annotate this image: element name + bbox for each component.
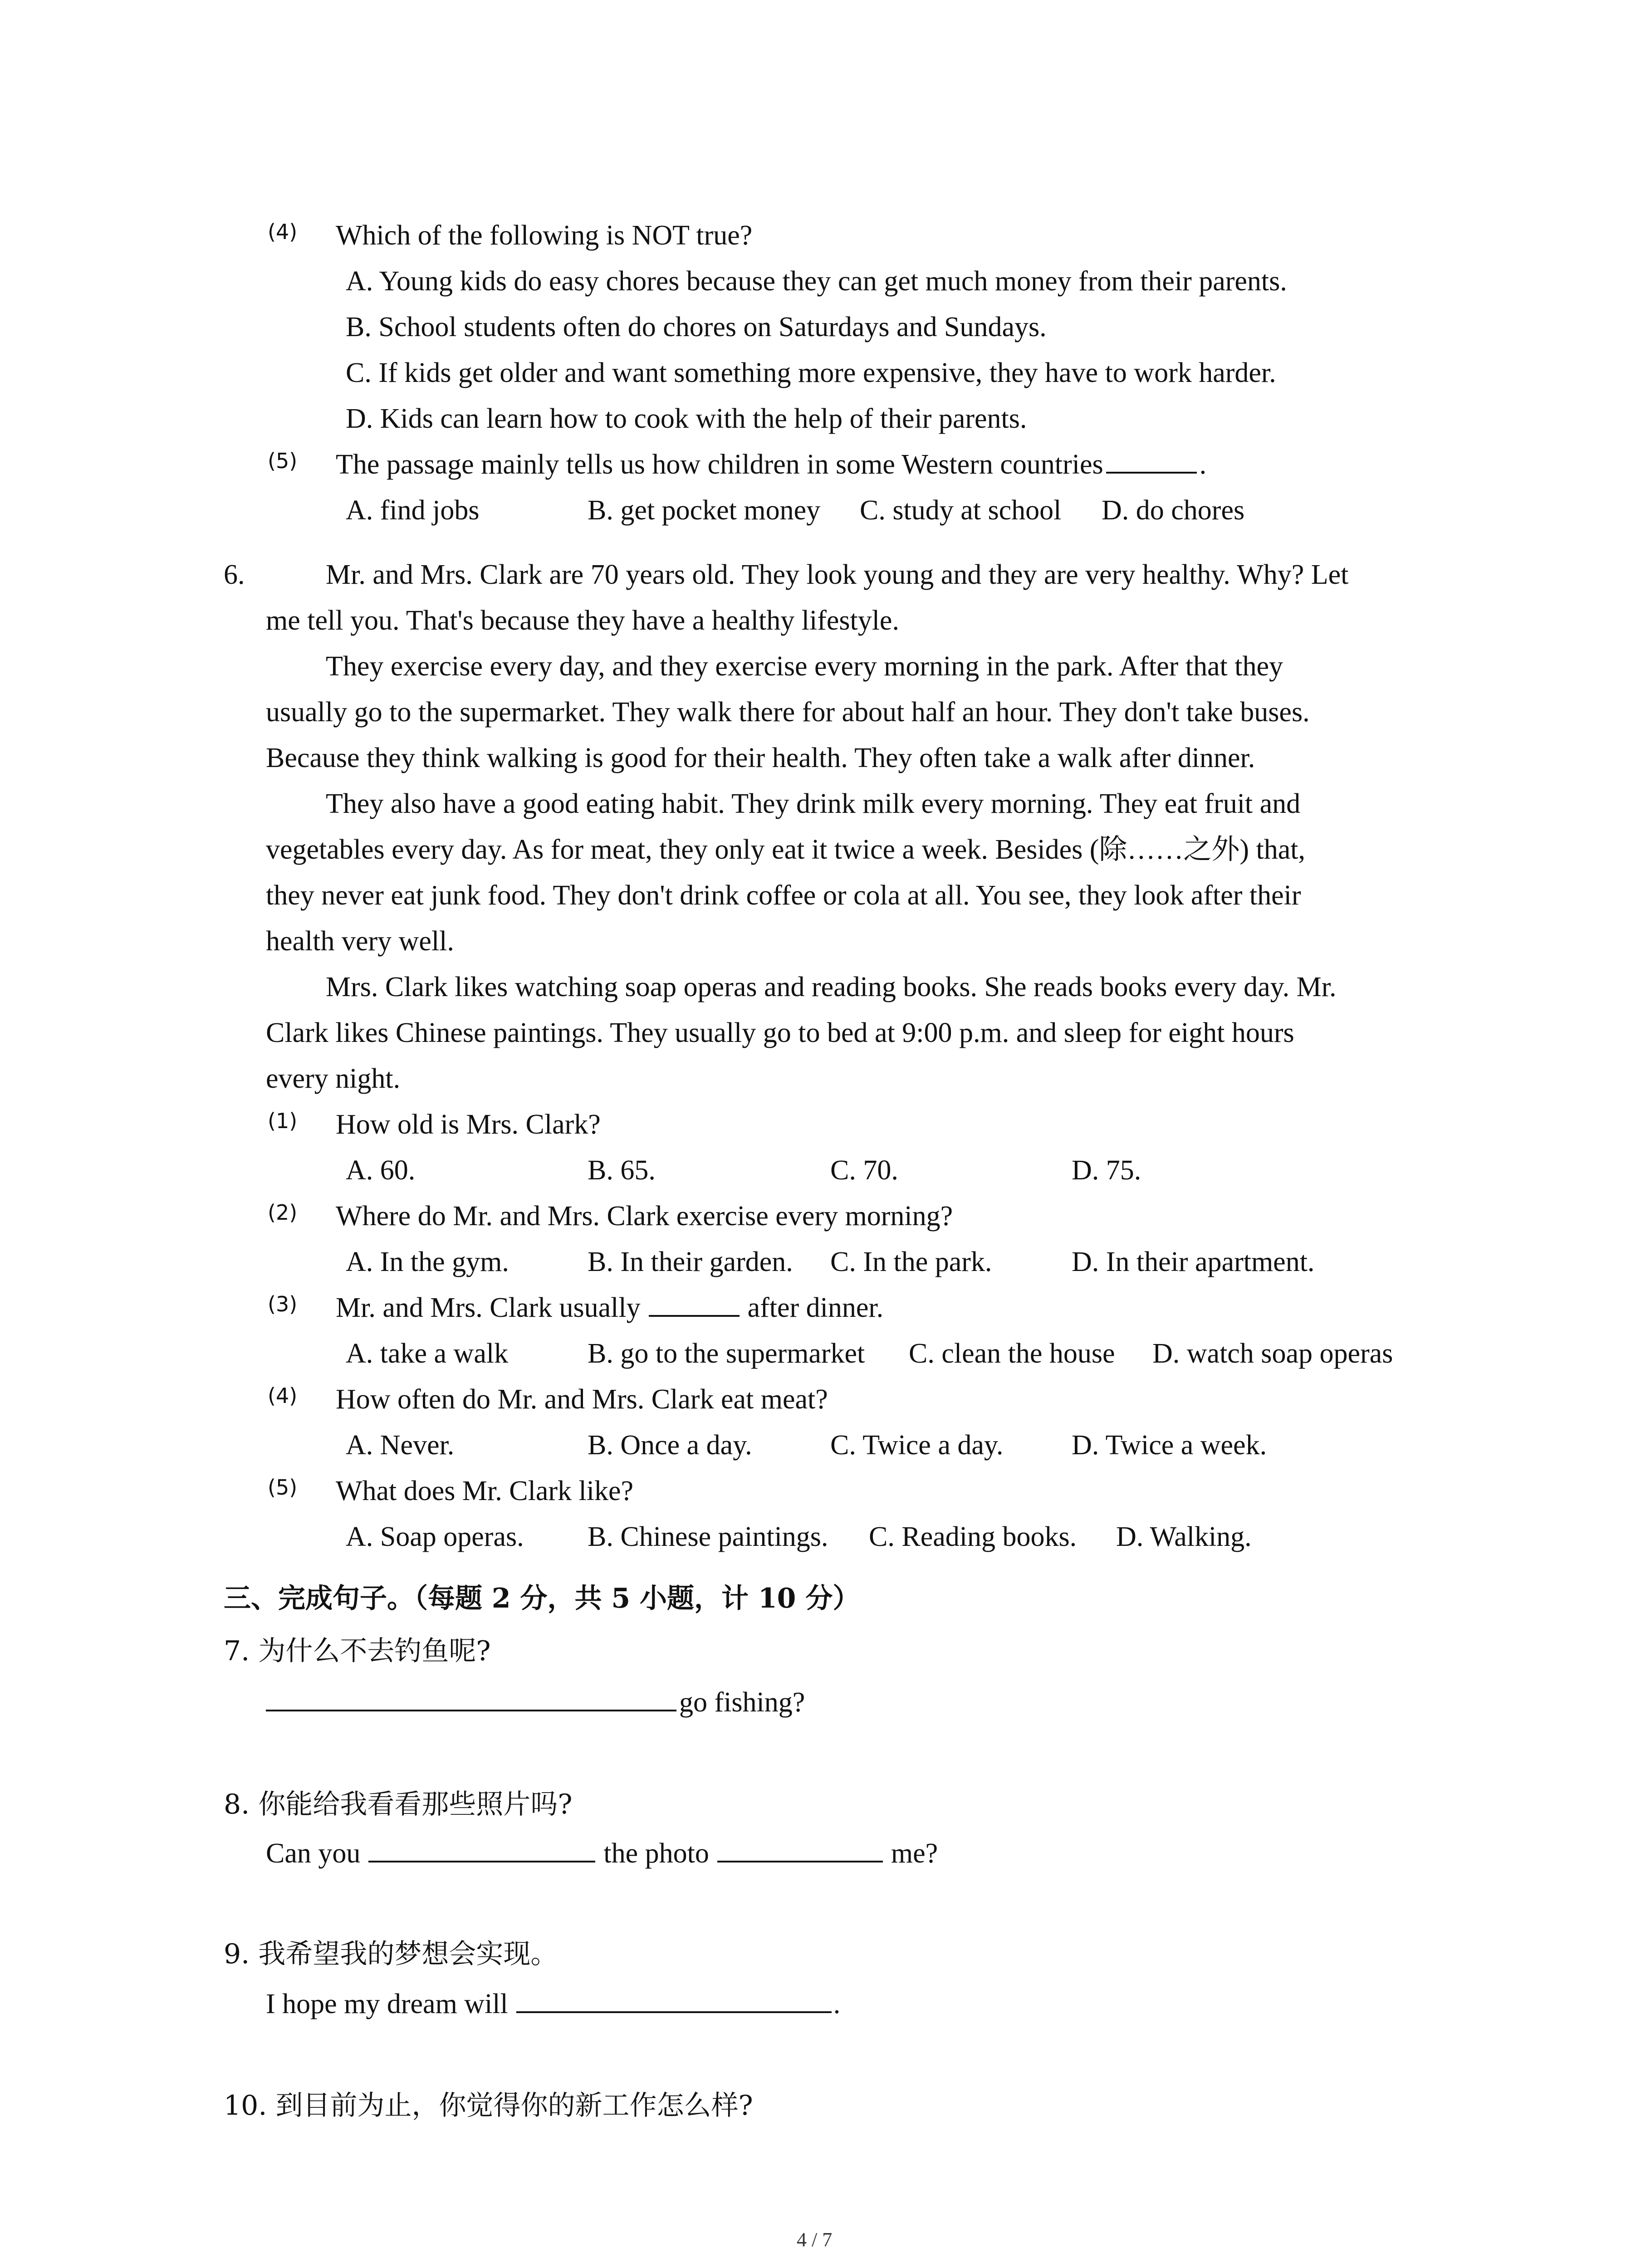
option-a: A. 60. [346, 1155, 416, 1186]
question-stem [336, 1294, 883, 1322]
stem-text: after dinner. [747, 1292, 884, 1323]
stem-text: Mr. and Mrs. Clark usually [336, 1292, 641, 1323]
option-c: C. In the park. [830, 1246, 992, 1277]
passage-line: they never eat junk food. They don't drink coffee or cola at all. You see, they look after their [266, 880, 1301, 911]
question-number: (4) [268, 1383, 298, 1408]
question-number: (3) [268, 1292, 298, 1316]
option-c: C. Twice a day. [830, 1430, 1004, 1461]
question-stem [336, 450, 1206, 479]
passage-line: Clark likes Chinese paintings. They usually go to bed at 9:00 p.m. and sleep for eight hours [266, 1017, 1294, 1048]
answer-blank[interactable] [1106, 472, 1197, 474]
passage-line: They also have a good eating habit. They drink milk every morning. They eat fruit and [326, 788, 1301, 819]
option-b: B. go to the supermarket [588, 1338, 865, 1369]
page-number: 4 / 7 [797, 2229, 833, 2251]
option-d: D. In their apartment. [1072, 1246, 1315, 1277]
passage-line: Mrs. Clark likes watching soap operas and reading books. She reads books every day. Mr. [326, 972, 1337, 1002]
sentence-answer-line [266, 1990, 840, 2018]
sentence-text: me? [891, 1838, 938, 1869]
sentence-prompt: 10. 到目前为止，你觉得你的新工作怎么样? [224, 2090, 753, 2121]
option-a: A. Young kids do easy chores because they can get much money from their parents. [346, 266, 1287, 297]
option-b: B. Once a day. [588, 1430, 752, 1461]
passage-line: usually go to the supermarket. They walk there for about half an hour. They don't take buses. [266, 697, 1310, 728]
passage-line: every night. [266, 1063, 401, 1094]
option-a: A. In the gym. [346, 1246, 509, 1277]
option-d: D. Twice a week. [1072, 1430, 1267, 1461]
passage-line: Mr. and Mrs. Clark are 70 years old. They look young and they are very healthy. Why? Let [326, 559, 1349, 590]
stem-text: The passage mainly tells us how children in some Western countries [336, 449, 1103, 480]
question-stem: Where do Mr. and Mrs. Clark exercise every morning? [336, 1201, 953, 1232]
section-heading: 三、完成句子。（每题 2 分，共 5 小题，计 10 分） [224, 1583, 860, 1614]
option-b: B. 65. [588, 1155, 656, 1186]
option-d: D. Kids can learn how to cook with the help of their parents. [346, 403, 1027, 434]
question-stem: How often do Mr. and Mrs. Clark eat meat? [336, 1384, 828, 1415]
sentence-text: I hope my dream will [266, 1989, 508, 2019]
passage-line: health very well. [266, 926, 454, 957]
passage-line: They exercise every day, and they exercise every morning in the park. After that they [326, 651, 1283, 682]
sentence-prompt: 9. 我希望我的梦想会实现。 [224, 1938, 558, 1970]
question-number: 6. [224, 559, 245, 590]
sentence-prompt: 7. 为什么不去钓鱼呢? [224, 1635, 491, 1667]
answer-blank[interactable] [717, 1861, 883, 1862]
sentence-text: go fishing? [679, 1687, 805, 1718]
question-number: (1) [268, 1109, 298, 1133]
option-a: A. Soap operas. [346, 1521, 524, 1552]
option-b: B. In their garden. [588, 1246, 793, 1277]
answer-blank[interactable] [266, 1710, 676, 1711]
option-b: B. get pocket money [588, 495, 821, 526]
option-b: B. Chinese paintings. [588, 1521, 828, 1552]
option-d: D. do chores [1102, 495, 1245, 526]
option-c: C. 70. [830, 1155, 898, 1186]
question-number: (2) [268, 1200, 298, 1225]
question-number: (5) [268, 1475, 298, 1500]
passage-line: vegetables every day. As for meat, they only eat it twice a week. Besides (除……之外) that, [266, 834, 1306, 865]
option-a: A. Never. [346, 1430, 455, 1461]
option-c: C. If kids get older and want something more expensive, they have to work harder. [346, 357, 1276, 388]
question-stem: How old is Mrs. Clark? [336, 1109, 601, 1140]
stem-text: . [1199, 449, 1207, 480]
option-a: A. find jobs [346, 495, 480, 526]
option-b: B. School students often do chores on Saturdays and Sundays. [346, 312, 1047, 342]
option-c: C. clean the house [909, 1338, 1115, 1369]
passage-line: Because they think walking is good for their health. They often take a walk after dinner. [266, 743, 1255, 773]
option-d: D. watch soap operas [1152, 1338, 1393, 1369]
sentence-answer-line [266, 1839, 938, 1867]
sentence-text: . [833, 1989, 841, 2019]
option-d: D. Walking. [1116, 1521, 1252, 1552]
passage-line: me tell you. That's because they have a healthy lifestyle. [266, 605, 899, 636]
option-a: A. take a walk [346, 1338, 509, 1369]
sentence-text: Can you [266, 1838, 361, 1869]
sentence-answer-line [266, 1688, 805, 1716]
question-stem: Which of the following is NOT true? [336, 220, 753, 251]
answer-blank[interactable] [649, 1315, 740, 1317]
question-number: (5) [268, 449, 298, 473]
answer-blank[interactable] [516, 2011, 832, 2013]
sentence-prompt: 8. 你能给我看看那些照片吗? [224, 1789, 573, 1820]
question-number: (4) [268, 220, 298, 244]
sentence-text: the photo [603, 1838, 709, 1869]
option-c: C. Reading books. [869, 1521, 1077, 1552]
question-stem: What does Mr. Clark like? [336, 1476, 633, 1506]
answer-blank[interactable] [368, 1861, 595, 1862]
option-d: D. 75. [1072, 1155, 1141, 1186]
option-c: C. study at school [860, 495, 1062, 526]
